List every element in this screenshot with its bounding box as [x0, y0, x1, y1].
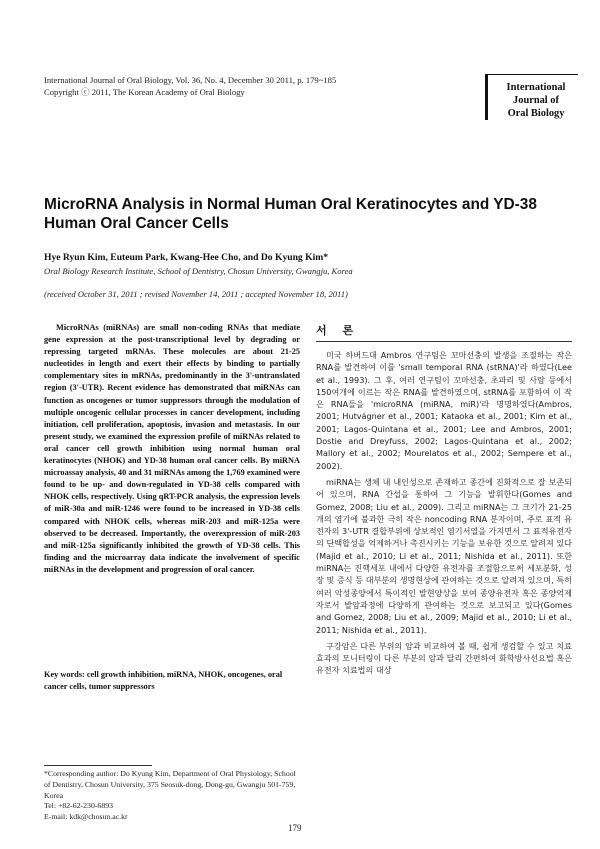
introduction-body [316, 349, 572, 681]
journal-box-line-2: Journal of [513, 95, 559, 106]
intro-paragraph-3: 구강암은 다른 부위의 암과 비교하여 볼 때, 쉽게 생검할 수 있고 치료효과의 모니터링이 다른 부분의 암과 달리 간편하여 화학방사선요법 혹은 유전자 치료법의 대상 [316, 640, 572, 676]
journal-box-line-1: International [506, 82, 566, 93]
abstract-text: MicroRNAs (miRNAs) are small non-coding RNAs that mediate gene expression at the post-transcriptional level by degrading or repressing targeted mRNAs. These molecules are about 21-25 nucleotides in length and exert their effects by binding to partially complementary sites in mRNAs, predominantly in the 3'-untranslated region (3'-UTR). Recent evidence has demonstrated that miRNAs can function as oncogenes or tumor suppressors through the modulation of multiple oncogenic cellular processes in cancer development, including initiation, cell proliferation, apoptosis, invasion and metastasis. In our present study, we examined the expression profile of miRNAs related to oral cancer cell growth inhibition using normal human oral keratinocytes (NHOK) and YD-38 human oral cancer cells. By miRNA microassay analysis, 40 and 31 miRNAs among the 1,769 examined were found to be up- and down-regulated in YD-38 cells compared with NHOK cells, respectively. Using qRT-PCR analysis, the expression levels of miR-30a and miR-1246 were found to be increased in YD-38 cells compared with NHOK cells, whereas miR-203 and miR-125a were observed to be decreased. Importantly, the overexpression of miR-203 and miR-125a significantly inhibited the growth of YD-38 cells. This finding and the microarray data indicate the involvement of specific miRNAs in the development and progression of oral cancer. [44, 323, 300, 574]
journal-box-line-3: Oral Biology [507, 108, 565, 119]
copyright-line: Copyright ⓒ 2011, The Korean Academy of Oral Biology [44, 87, 245, 97]
abstract [44, 322, 300, 576]
footnote-tel: Tel: +82-62-230-6893 [44, 801, 114, 811]
footnote-author: *Corresponding author: Do Kyung Kim, Department of Oral Physiology, School of Dentistry, Chosun University, 375 Seosuk-dong, Dong-gu, Gwangju 501-759, Korea [44, 769, 296, 800]
affiliation: Oral Biology Research Institute, School of Dentistry, Chosun University, Gwangju, Korea [44, 266, 353, 276]
received-dates: (received October 31, 2011 ; revised November 14, 2011 ; accepted November 18, 2011) [44, 289, 348, 299]
footnote-email: E-mail: kdk@chosun.ac.kr [44, 812, 128, 822]
author-list: Hye Ryun Kim, Euteum Park, Kwang-Hee Cho, and Do Kyung Kim* [44, 252, 329, 263]
citation-line: International Journal of Oral Biology, Vol. 36, No. 4, December 30 2011, p. 179~185 [44, 75, 337, 85]
keywords: Key words: cell growth inhibition, miRNA, NHOK, oncogenes, oral cancer cells, tumor suppressors [44, 670, 283, 692]
intro-paragraph-2: miRNA는 생체 내 내인성으로 존재하고 종간에 진화적으로 잘 보존되어 있으며, RNA 간섭을 통하여 그 기능을 발휘한다(Gomes and Gomez, 2008; Liu et al., 2009). 그리고 miRNA는 그 크기가 21-25개의 염기에 불과한 극히 작은 noncoding RNA 분자이며, 주로 표적 유전자의 3'-UTR 결합부위에 상보적인 염기서열을 가지면서 그 표적유전자의 단백합성을 억제하거나 촉진시키는 기능을 보유한 것으로 알려져 있다(Majid et al., 2010; Li et al., 2011; Nishida et al., 2011). 또한 miRNA는 진핵세포 내에서 다양한 유전자를 조절함으로써 세포분화, 성장 및 증식 등 대부분의 생명현상에 관여하는 것으로 알려져 있으며, 특히 여러 악성종양에서 특이적인 발현양상을 보여 종양유전자 혹은 종양억제자로서 발암과정에 다양하게 관여하는 것으로 보고되고 있다(Gomes and Gomez, 2008; Liu et al., 2009; Majid et al., 2010; Li et al., 2011; Nishida et al., 2011). [316, 476, 572, 635]
section-heading-introduction: 서 론 [316, 322, 572, 342]
page-number: 179 [288, 823, 302, 833]
corresponding-author-footnote [44, 769, 300, 823]
footnote-rule [44, 765, 152, 766]
journal-name-box [485, 74, 578, 120]
intro-paragraph-1: 미국 하버드대 Ambros 연구팀은 꼬마선충의 발생을 조절하는 작은 RNA를 발견하여 이를 'small temporal RNA (stRNA)'라 하였다(Lee et al., 1993). 그 후, 여러 연구팀이 꼬마선충, 초파리 및 사람 등에서 150여개에 이르는 작은 RNA를 발견하였으며, stRNA를 포함하여 이 작은 RNA들을 'microRNA (miRNA, miR)'라 명명하였다(Ambros, 2001; Hutvágner et al., 2001; Kataoka et al., 2001; Kim et al., 2001; Lagos-Quintana et al., 2001; Lee and Ambros, 2001; Dostie and Dreyfuss, 2002; Lagos-Quintana et al., 2002; Mallory et al., 2002; Mourelatos et al., 2002; Sempere et al., 2002). [316, 350, 572, 471]
article-title: MicroRNA Analysis in Normal Human Oral Keratinocytes and YD-38 Human Oral Cancer Cells [44, 196, 537, 232]
